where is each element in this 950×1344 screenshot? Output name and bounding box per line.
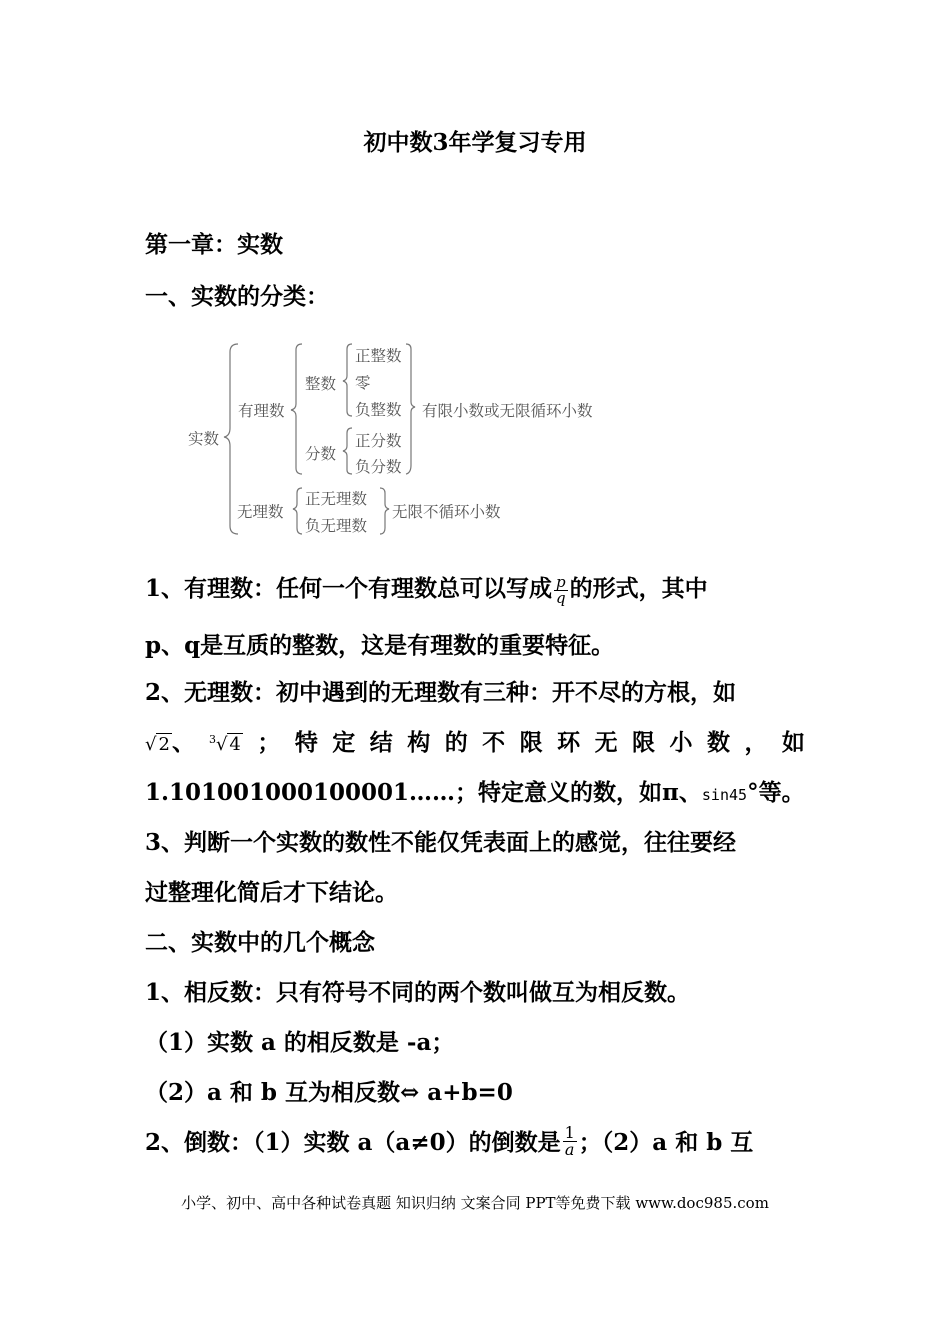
item2-line2	[145, 724, 805, 757]
fraction-denominator: q	[556, 588, 566, 607]
char: ；	[257, 729, 281, 756]
char: 环	[557, 729, 581, 756]
cbrt-index: 3	[208, 733, 216, 746]
node-real: 实数	[188, 430, 220, 448]
char: 的	[444, 729, 468, 756]
char: 数	[706, 729, 730, 756]
concept2-text-a: 2、倒数：（1）实数 a（a≠0）的倒数是	[145, 1129, 561, 1156]
sqrt-radicand: 2	[158, 734, 170, 755]
irrational-note: 无限不循环小数	[392, 503, 501, 521]
char: 限	[632, 729, 656, 756]
concept1a: （1）实数 a 的相反数是 -a；	[145, 1029, 455, 1056]
footer-note: 小学、初中、高中各种试卷真题 知识归纳 文案合同 PPT等免费下载 www.doc985.com	[181, 1194, 769, 1212]
item3-line1: 3、判断一个实数的数性不能仅凭表面上的感觉，往往要经	[145, 829, 737, 856]
section-heading-classification: 一、实数的分类：	[145, 283, 329, 310]
node-positive-fraction: 正分数	[355, 432, 402, 450]
fraction-numerator: p	[556, 572, 566, 591]
cbrt-radicand: 4	[229, 734, 241, 755]
concept1: 1、相反数：只有符号不同的两个数叫做互为相反数。	[145, 979, 691, 1006]
item3-line2: 过整理化简后才下结论。	[145, 879, 398, 906]
char: 无	[594, 729, 618, 756]
char: 如	[781, 729, 805, 756]
item2-line1: 2、无理数：初中遇到的无理数有三种：开不尽的方根，如	[145, 679, 737, 706]
char: ，	[744, 729, 768, 756]
node-negative-irrational: 负无理数	[305, 517, 368, 535]
char: 定	[332, 729, 356, 756]
node-fraction: 分数	[305, 445, 337, 463]
fraction-denominator: a	[564, 1140, 575, 1159]
sin-expression: sin45	[701, 786, 748, 804]
classification-diagram	[180, 338, 650, 543]
node-irrational: 无理数	[237, 503, 284, 521]
item2-text-b: °等。	[747, 779, 805, 806]
fraction-numerator: 1	[564, 1123, 575, 1142]
concept1b: （2）a 和 b 互为相反数⇔ a+b=0	[145, 1079, 513, 1106]
section-heading-concepts: 二、实数中的几个概念	[145, 929, 375, 956]
char: 特	[294, 729, 318, 756]
chapter-heading: 第一章：实数	[145, 231, 283, 258]
concept2	[145, 1124, 753, 1158]
item1-text-b: 的形式，其中	[569, 575, 708, 602]
char: 结	[369, 729, 393, 756]
node-positive-integer: 正整数	[355, 347, 402, 365]
page-title: 初中数3年学复习专用	[363, 129, 587, 156]
rational-note: 有限小数或无限循环小数	[422, 402, 593, 420]
node-negative-integer: 负整数	[355, 401, 402, 419]
fraction-p-over-q	[554, 572, 568, 607]
item1-line2: p、q是互质的整数，这是有理数的重要特征。	[145, 632, 615, 659]
item1-text-a: 1、有理数：任何一个有理数总可以写成	[145, 575, 553, 602]
item1-line1	[145, 570, 708, 606]
sqrt-expression: √ 2、 $^3$√ 4	[145, 729, 241, 756]
node-negative-fraction: 负分数	[355, 458, 402, 476]
node-zero: 零	[355, 374, 371, 392]
char: 不	[482, 729, 506, 756]
item2-text-a: 1.101001000100001……；特定意义的数，如π、	[145, 779, 702, 806]
char: 小	[669, 729, 693, 756]
char: 构	[407, 729, 431, 756]
node-positive-irrational: 正无理数	[305, 490, 368, 508]
concept2-text-b: ；（2）a 和 b 互	[578, 1129, 754, 1156]
char: 限	[519, 729, 543, 756]
node-integer: 整数	[305, 375, 337, 393]
separator: 、	[171, 729, 195, 756]
fraction-1-over-a	[563, 1125, 577, 1158]
node-rational: 有理数	[238, 402, 285, 420]
item2-line3	[145, 774, 805, 807]
